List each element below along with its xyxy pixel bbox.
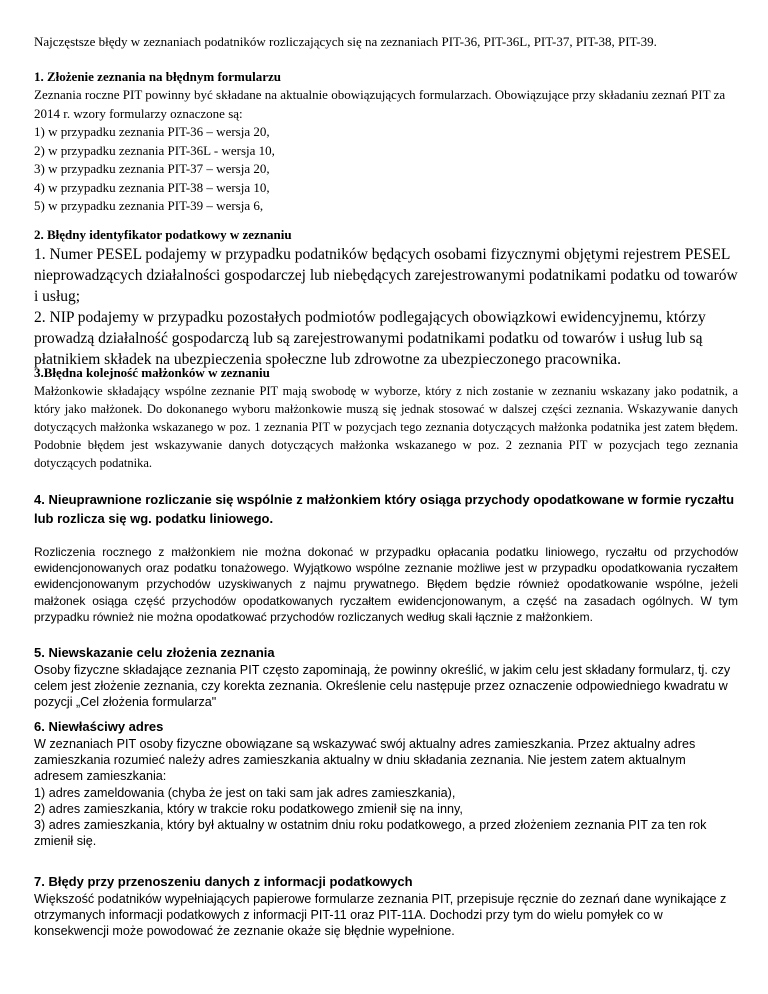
section-1-item: 4) w przypadku zeznania PIT-38 – wersja 10, — [34, 179, 270, 195]
section-1 — [34, 68, 738, 216]
section-4-heading: 4. Nieuprawnione rozliczanie się wspólnie z małżonkiem który osiąga przychody opodatkowane w formie ryczałtu lub rozlicza się wg. podatku liniowego. — [34, 492, 735, 526]
section-5-text: Osoby fizyczne składające zeznania PIT często zapominają, że powinny określić, w jakim celu jest składany formularz, tj. czy celem jest złożenie zeznania, czy korekta zeznania. Określenie celu następuje przez oznaczenie odpowiedniego kwadratu w pozycji „Cel złożenia formularza" — [34, 663, 731, 710]
section-5-heading: 5. Niewskazanie celu złożenia zeznania — [34, 645, 275, 660]
section-1-item: 1) w przypadku zeznania PIT-36 – wersja 20, — [34, 124, 270, 139]
section-6-text: W zeznaniach PIT osoby fizyczne obowiązane są wskazywać swój aktualny adres zamieszkania. Przez aktualny adres zamieszkania rozumieć należy adres zamieszkania aktualny w dniu składania zeznania. Nie jestem zatem aktualnym adresem zamieszkania: — [34, 737, 696, 784]
section-1-item: 2) w przypadku zeznania PIT-36L - wersja 10, — [34, 142, 275, 158]
document-intro: Najczęstsze błędy w zeznaniach podatników rozliczających się na zeznaniach PIT-36, PIT-36L, PIT-37, PIT-38, PIT-39. — [34, 34, 657, 49]
section-2-paragraph-1: 1. Numer PESEL podajemy w przypadku podatników będących osobami fizycznymi objętymi rejestrem PESEL nieprowadzących działalności gospodarczej lub niebędących zarejestrowanymi podatnikami podatku od towarów i usług; — [34, 246, 738, 305]
section-2 — [34, 226, 738, 370]
section-2-heading: 2. Błędny identyfikator podatkowy w zeznaniu — [34, 227, 292, 242]
section-1-item: 3) w przypadku zeznania PIT-37 – wersja 20, — [34, 161, 270, 176]
section-6-item: 1) adres zameldowania (chyba że jest on taki sam jak adres zamieszkania), — [34, 785, 456, 800]
section-3 — [34, 364, 738, 472]
section-7 — [34, 873, 738, 940]
section-7-text: Większość podatników wypełniających papierowe formularze zeznania PIT, przepisuje ręcznie do zeznań dane wynikające z otrzymanych informacji podatkowych z informacji PIT-11 oraz PIT-11A. Dochodzi przy tym do wielu pomyłek co w konsekwencji może powodować że zeznanie okaże się błędnie wypełnione. — [34, 892, 727, 939]
section-4 — [34, 490, 738, 625]
section-6-item: 2) adres zamieszkania, który w trakcie roku podatkowego zmienił się na inny, — [34, 801, 463, 816]
section-3-text: Małżonkowie składający wspólne zeznanie PIT mają swobodę w wyborze, który z nich zostanie w zeznaniu wskazany jako podatnik, a który jako małżonek. Do dokonanego wyboru małżonkowie muszą się jednak stosować w dalszej części zeznania. Wskazywanie danych dotyczących małżonka wskazanego w poz. 1 zeznania PIT w pozycjach tego zeznania dotyczących małżonka podatnika jest zatem błędem. Podobnie błędem jest wskazywanie danych dotyczących małżonka wskazanego w poz. 2 zeznania PIT w pozycjach tego zeznania dotyczących podatnika. — [34, 384, 738, 470]
section-4-text: Rozliczenia rocznego z małżonkiem nie można dokonać w przypadku opłacania podatku liniowego, ryczałtu od przychodów ewidencjonowanych oraz podatku tonażowego. Wyjątkowo wspólne zeznanie możliwe jest w przypadku opodatkowania ryczałtem ewidencjonowanym przychodów uzyskiwanych z najmu prywatnego. Błędem będzie również opodatkowanie wspólne, jeżeli małżonek osiąga część przychodów opodatkowanych ryczałtem ewidencjonowanym, a część na zasadach ogólnych. W tym przypadku również nie można opodatkować przychodów rozliczanych według skali łącznie z małżonkiem. — [34, 545, 738, 624]
section-1-item: 5) w przypadku zeznania PIT-39 – wersja 6, — [34, 198, 264, 213]
section-3-heading: 3.Błędna kolejność małżonków w zeznaniu — [34, 365, 270, 380]
section-1-heading: 1. Złożenie zeznania na błędnym formularzu — [34, 69, 281, 84]
section-6 — [34, 718, 738, 849]
section-5 — [34, 644, 738, 711]
section-1-text: Zeznania roczne PIT powinny być składane na aktualnie obowiązujących formularzach. Obowiązujące przy składaniu zeznań PIT za 2014 r. wzory formularzy oznaczone są: — [34, 87, 726, 121]
section-2-paragraph-2: 2. NIP podajemy w przypadku pozostałych podmiotów podlegających obowiązkowi ewidencyjnemu, którzy prowadzą działalność gospodarczą lub są zarejestrowanymi podatnikami podatku od towarów i usług lub są płatnikiem składek na ubezpieczenia społeczne lub zdrowotne za ubezpieczonego pracownika. — [34, 309, 706, 368]
section-7-heading: 7. Błędy przy przenoszeniu danych z informacji podatkowych — [34, 874, 413, 889]
section-6-item: 3) adres zamieszkania, który był aktualny w ostatnim dniu roku podatkowego, a przed złożeniem zeznania PIT za ten rok zmienił się. — [34, 818, 707, 849]
section-6-heading: 6. Niewłaściwy adres — [34, 719, 164, 734]
